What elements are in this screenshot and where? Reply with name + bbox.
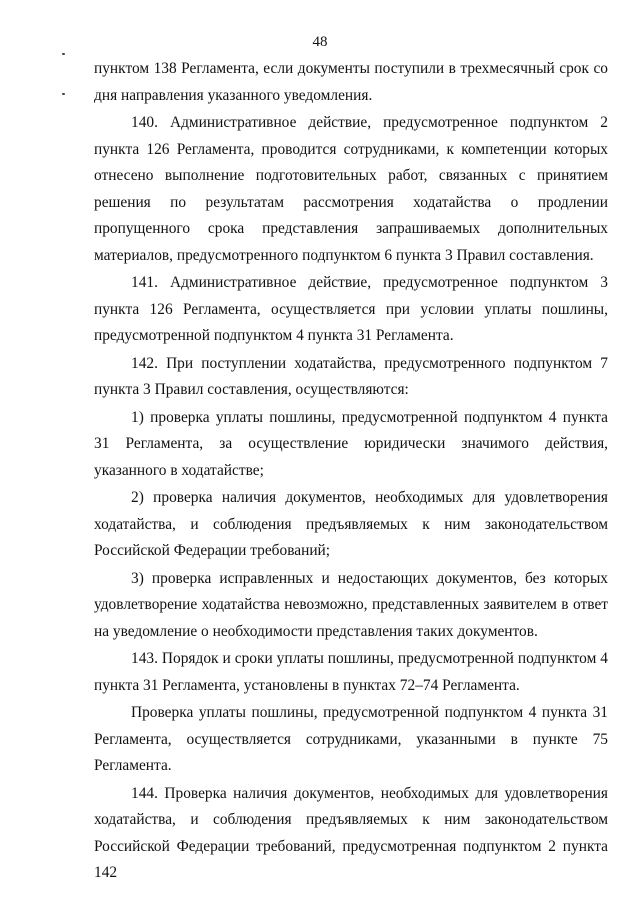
paragraph-143: 143. Порядок и сроки уплаты пошлины, предусмотренной подпунктом 4 пункта 31 Регламента, установлены в пунктах 72–74 Регламента.: [94, 650, 608, 694]
document-body: [94, 56, 608, 888]
paragraph-143-continued: Проверка уплаты пошлины, предусмотренной подпунктом 4 пункта 31 Регламента, осуществляется сотрудниками, указанными в пункте 75 Регламента.: [94, 704, 608, 774]
paragraph-144: 144. Проверка наличия документов, необходимых для удовлетворения ходатайства, и соблюдения предъявляемых к ним законодательством Российской Федерации требований, предусмотренная подпунктом 2 пункта 142: [94, 784, 608, 881]
paragraph-142: 142. При поступлении ходатайства, предусмотренного подпунктом 7 пункта 3 Правил составления, осуществляются:: [94, 354, 608, 398]
scan-speck: [62, 53, 65, 55]
list-item-3: 3) проверка исправленных и недостающих документов, без которых удовлетворение ходатайства невозможно, представленных заявителем в ответ на уведомление о необходимости представления таких документов.: [94, 569, 608, 640]
paragraph-continuation: пунктом 138 Регламента, если документы поступили в трехмесячный срок со дня направления указанного уведомления.: [94, 60, 608, 104]
list-item-1: 1) проверка уплаты пошлины, предусмотренной подпунктом 4 пункта 31 Регламента, за осуществление юридически значимого действия, указанного в ходатайстве;: [94, 408, 608, 479]
paragraph-141: 141. Административное действие, предусмотренное подпунктом 3 пункта 126 Регламента, осуществляется при условии уплаты пошлины, предусмотренной подпунктом 4 пункта 31 Регламента.: [94, 274, 608, 344]
list-item-2: 2) проверка наличия документов, необходимых для удовлетворения ходатайства, и соблюдения предъявляемых к ним законодательством Российской Федерации требований;: [94, 489, 608, 559]
page-number: 48: [312, 34, 328, 50]
paragraph-140: 140. Административное действие, предусмотренное подпунктом 2 пункта 126 Регламента, проводится сотрудниками, к компетенции которых отнесено выполнение подготовительных работ, связанных с принятием решения по результатам рассмотрения ходатайства о продлении пропущенного срока представления запрашиваемых дополнительных материалов, предусмотренного подпунктом 6 пункта 3 Правил составления.: [94, 114, 608, 264]
scan-speck: [62, 93, 65, 95]
